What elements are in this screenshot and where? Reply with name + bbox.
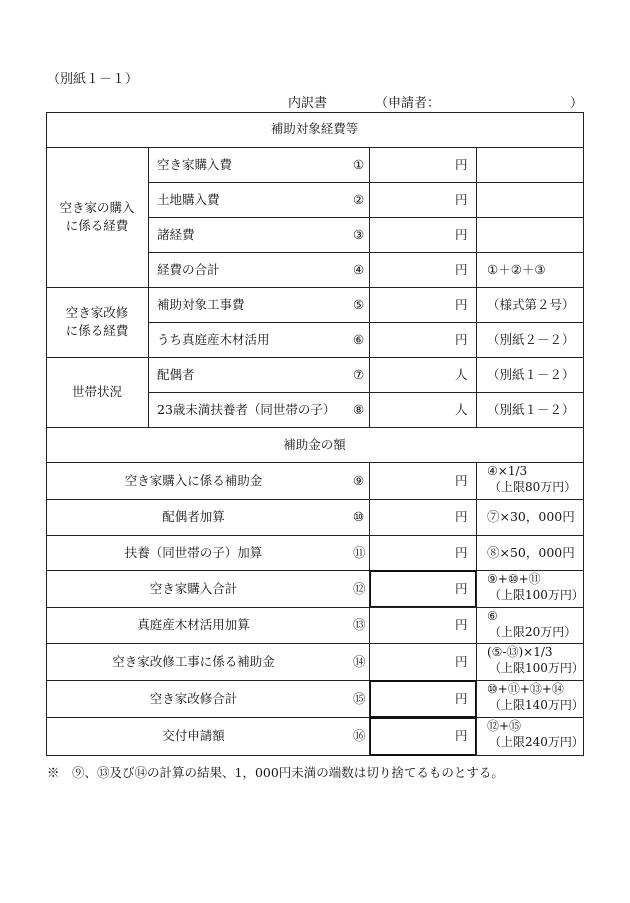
subsidy-unit: 円 bbox=[455, 580, 468, 596]
subsidy-note: ⑧×50，000円 bbox=[487, 544, 575, 560]
subsidy-limit: （上限100万円） bbox=[489, 588, 584, 602]
table-rule bbox=[46, 755, 584, 756]
table-rule bbox=[148, 322, 584, 323]
row-item: 23歳未満扶養者（同世帯の子） bbox=[157, 402, 336, 417]
subsidy-number: ⑨ bbox=[353, 472, 365, 488]
subsidy-number: ⑯ bbox=[353, 728, 366, 743]
subsidy-limit: （上限140万円） bbox=[489, 698, 584, 712]
subsidy-number: ⑭ bbox=[353, 653, 366, 669]
subsidy-item: 空き家改修工事に係る補助金 bbox=[112, 653, 275, 669]
subsidy-unit: 円 bbox=[455, 617, 468, 632]
table-rule bbox=[46, 287, 584, 288]
row-unit: 円 bbox=[455, 262, 468, 277]
table-rule bbox=[46, 112, 584, 113]
row-item: 経費の合計 bbox=[157, 262, 220, 277]
row-note: ①＋②＋③ bbox=[487, 262, 546, 277]
table-rule bbox=[148, 252, 584, 253]
table-rule bbox=[46, 717, 584, 718]
row-item: 補助対象工事費 bbox=[157, 297, 245, 312]
subsidy-unit: 円 bbox=[455, 728, 468, 743]
row-number: ② bbox=[353, 192, 365, 207]
breakdown-table bbox=[46, 112, 583, 755]
row-number: ⑤ bbox=[353, 297, 365, 312]
applicant-field[interactable] bbox=[375, 92, 583, 111]
row-unit: 円 bbox=[455, 192, 468, 207]
row-note: （様式第２号） bbox=[487, 297, 575, 312]
section-heading-subsidy: 補助金の額 bbox=[283, 437, 346, 452]
subsidy-item: 配偶者加算 bbox=[162, 509, 225, 524]
table-rule bbox=[369, 147, 370, 428]
document-reference: （別紙１－１） bbox=[47, 72, 139, 87]
table-rule bbox=[476, 147, 477, 428]
footnote: ※ ⑨、⑬及び⑭の計算の結果、1，000円未満の端数は切り捨てるものとする。 bbox=[47, 765, 504, 780]
table-rule bbox=[46, 462, 584, 463]
table-rule bbox=[46, 680, 584, 681]
table-rule bbox=[46, 535, 584, 536]
row-unit: 円 bbox=[455, 157, 468, 172]
row-number: ③ bbox=[353, 227, 365, 242]
table-rule bbox=[46, 570, 584, 571]
row-note: （別紙１－２） bbox=[487, 367, 575, 382]
table-rule bbox=[46, 357, 584, 358]
row-note: （別紙２－２） bbox=[487, 332, 575, 347]
subsidy-number: ⑬ bbox=[353, 617, 366, 632]
row-number: ⑥ bbox=[353, 332, 365, 347]
applicant-label: （申請者： bbox=[375, 96, 441, 111]
subsidy-note: ⑩+⑪+⑬+⑭ bbox=[487, 682, 564, 696]
row-unit: 人 bbox=[455, 367, 468, 382]
subsidy-item: 真庭産木材活用加算 bbox=[137, 617, 250, 632]
subsidy-limit: （上限100万円） bbox=[489, 661, 584, 675]
subsidy-unit: 円 bbox=[455, 544, 468, 560]
subsidy-unit: 円 bbox=[455, 690, 468, 706]
subsidy-item: 交付申請額 bbox=[162, 728, 225, 743]
subsidy-number: ⑫ bbox=[353, 580, 366, 596]
table-rule bbox=[46, 499, 584, 500]
subsidy-item: 扶養（同世帯の子）加算 bbox=[124, 544, 263, 560]
group-label-1-0: 空き家改修 bbox=[65, 305, 129, 320]
subsidy-note: ⑨+⑩+⑪ bbox=[487, 572, 541, 586]
subsidy-note: (⑤-⑬)×1/3 bbox=[487, 645, 553, 659]
row-number: ① bbox=[353, 157, 365, 172]
subsidy-limit: （上限20万円） bbox=[489, 625, 577, 639]
table-rule bbox=[148, 182, 584, 183]
row-number: ⑦ bbox=[353, 367, 365, 382]
document-title: 内訳書 bbox=[288, 96, 328, 111]
row-note: （別紙１－２） bbox=[487, 402, 575, 417]
table-rule bbox=[476, 462, 477, 756]
row-item: 配偶者 bbox=[157, 367, 195, 382]
row-item: うち真庭産木材活用 bbox=[157, 332, 270, 347]
subsidy-number: ⑮ bbox=[353, 690, 366, 706]
subsidy-note: ⑥ bbox=[487, 609, 498, 623]
applicant-close-paren: ） bbox=[569, 96, 583, 111]
subsidy-unit: 円 bbox=[455, 509, 468, 524]
row-unit: 円 bbox=[455, 297, 468, 312]
section-heading-expenses: 補助対象経費等 bbox=[270, 121, 359, 136]
table-rule bbox=[583, 112, 584, 756]
subsidy-limit: （上限240万円） bbox=[489, 735, 584, 749]
table-rule bbox=[46, 427, 584, 428]
group-label-0-0: 空き家の購入 bbox=[59, 200, 135, 215]
row-unit: 円 bbox=[455, 332, 468, 347]
row-unit: 円 bbox=[455, 227, 468, 242]
row-number: ⑧ bbox=[353, 402, 365, 417]
row-number: ④ bbox=[353, 262, 365, 277]
row-unit: 人 bbox=[455, 402, 468, 417]
group-label-1-1: に係る経費 bbox=[65, 323, 129, 338]
subsidy-number: ⑪ bbox=[353, 544, 366, 560]
subsidy-item: 空き家購入合計 bbox=[149, 580, 238, 596]
table-rule bbox=[148, 217, 584, 218]
table-rule bbox=[148, 392, 584, 393]
table-rule bbox=[46, 147, 584, 148]
table-rule bbox=[148, 147, 149, 428]
subsidy-item: 空き家改修合計 bbox=[149, 690, 238, 706]
subsidy-note: ⑦×30，000円 bbox=[487, 509, 575, 524]
row-item: 土地購入費 bbox=[157, 192, 220, 207]
subsidy-unit: 円 bbox=[455, 472, 468, 488]
group-label-0-1: に係る経費 bbox=[65, 218, 129, 233]
table-rule bbox=[369, 462, 370, 756]
row-item: 空き家購入費 bbox=[157, 157, 233, 172]
group-label-2-0: 世帯状況 bbox=[71, 384, 122, 399]
row-item: 諸経費 bbox=[157, 227, 195, 242]
subsidy-number: ⑩ bbox=[353, 509, 365, 524]
table-rule bbox=[46, 643, 584, 644]
subsidy-limit: （上限80万円） bbox=[489, 480, 577, 494]
subsidy-item: 空き家購入に係る補助金 bbox=[124, 472, 263, 488]
subsidy-note: ④×1/3 bbox=[487, 464, 528, 478]
subsidy-note: ⑫+⑮ bbox=[487, 719, 522, 733]
table-rule bbox=[46, 607, 584, 608]
subsidy-unit: 円 bbox=[455, 653, 468, 669]
